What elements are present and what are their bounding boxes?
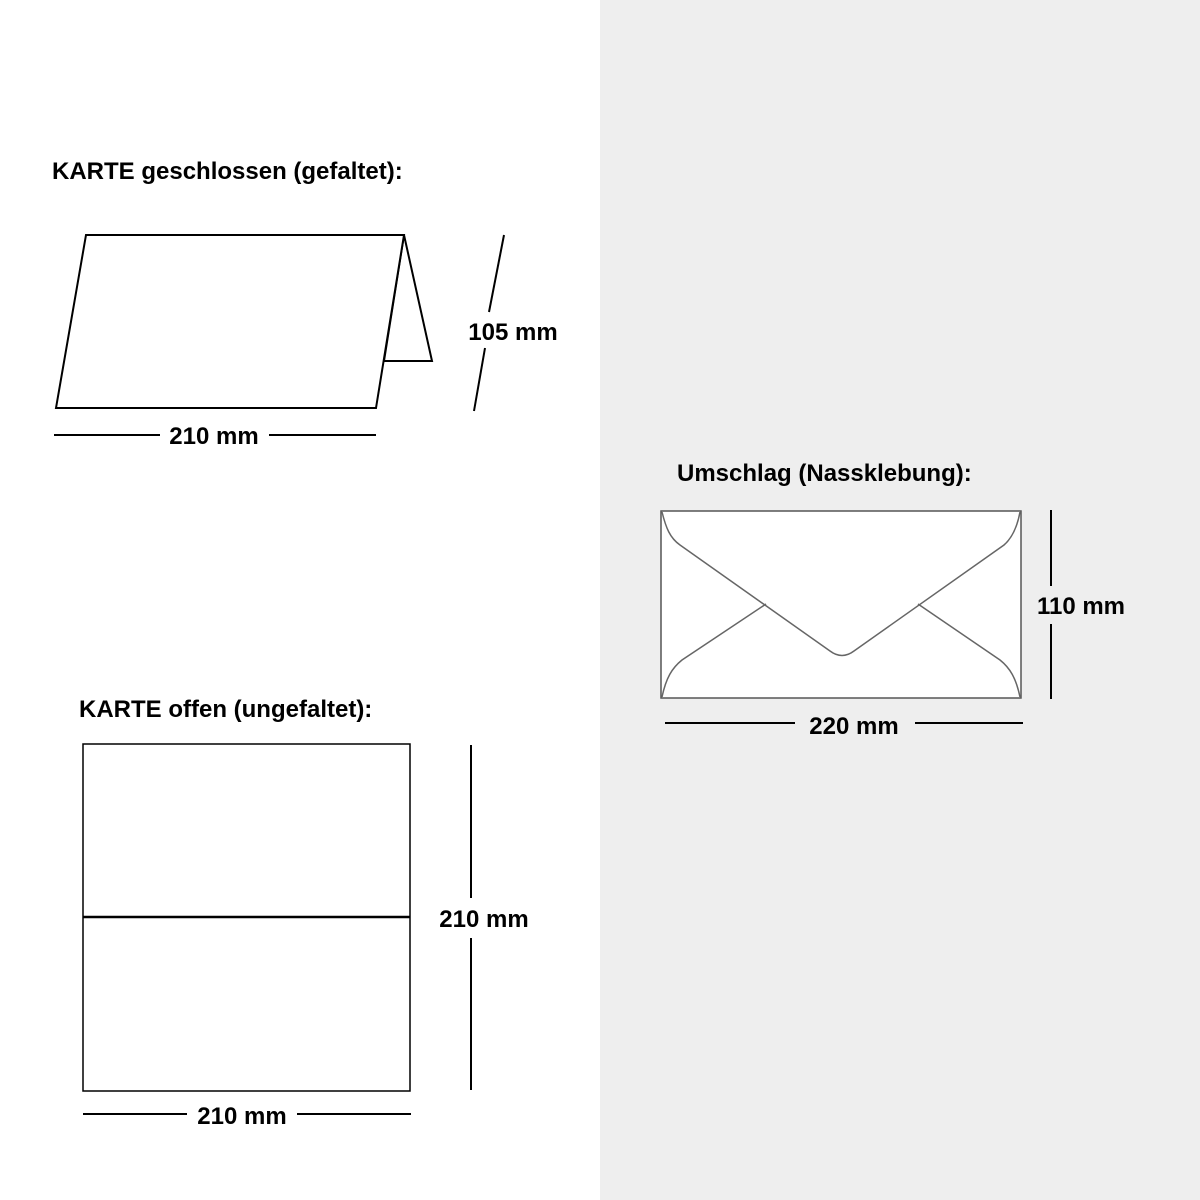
open-card-height-label: 210 mm bbox=[439, 906, 529, 933]
open-card-title: KARTE offen (ungefaltet): bbox=[79, 696, 373, 723]
envelope-outline bbox=[661, 511, 1021, 698]
closed-card-title: KARTE geschlossen (gefaltet): bbox=[52, 158, 403, 185]
closed-card-height-line-bottom bbox=[474, 348, 485, 411]
envelope-height-label: 110 mm bbox=[1036, 593, 1126, 620]
closed-card-height-line-top bbox=[489, 235, 504, 312]
closed-card-group bbox=[52, 158, 558, 450]
envelope-width-label: 220 mm bbox=[809, 713, 899, 740]
envelope-group bbox=[661, 460, 1125, 740]
open-card-group bbox=[79, 696, 529, 1130]
envelope-drawing bbox=[661, 511, 1021, 698]
folded-card-drawing bbox=[56, 235, 432, 408]
closed-card-height-label: 105 mm bbox=[468, 319, 558, 346]
open-card-width-label: 210 mm bbox=[197, 1103, 287, 1130]
envelope-title: Umschlag (Nassklebung): bbox=[677, 460, 972, 487]
closed-card-width-label: 210 mm bbox=[169, 423, 259, 450]
folded-card-front-panel bbox=[56, 235, 404, 408]
